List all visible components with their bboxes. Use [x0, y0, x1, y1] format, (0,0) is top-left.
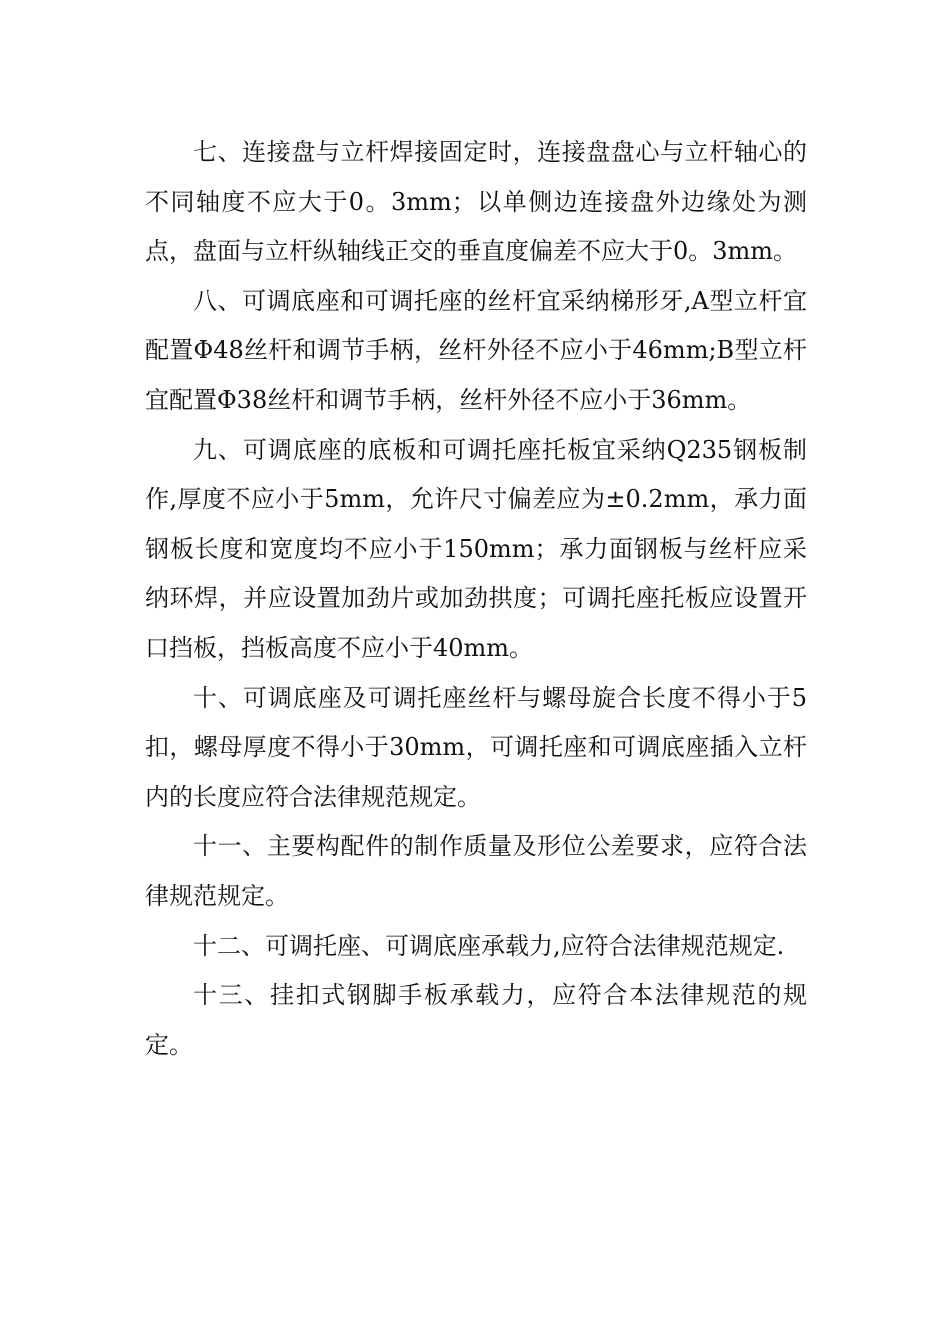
- document-body: [145, 128, 807, 1070]
- paragraph-12: 十二、可调托座、可调底座承载力,应符合法律规范规定.: [193, 931, 785, 960]
- paragraph-10: 十、可调底座及可调托座丝杆与螺母旋合长度不得小于5扣，螺母厚度不得小于30mm，可调托座和可调底座插入立杆内的长度应符合法律规范规定。: [145, 683, 807, 811]
- paragraph-9: 九、可调底座的底板和可调托座托板宜采纳Q235钢板制作,厚度不应小于5mm，允许尺寸偏差应为±0.2mm，承力面钢板长度和宽度均不应小于150mm；承力面钢板与丝杆应采纳环焊，并应设置加劲片或加劲拱度；可调托座托板应设置开口挡板，挡板高度不应小于40mm。: [145, 435, 807, 662]
- paragraph-8: 八、可调底座和可调托座的丝杆宜采纳梯形牙,A型立杆宜配置Φ48丝杆和调节手柄，丝杆外径不应小于46mm;B型立杆宜配置Φ38丝杆和调节手柄，丝杆外径不应小于36mm。: [145, 286, 807, 414]
- paragraph-7: 七、连接盘与立杆焊接固定时，连接盘盘心与立杆轴心的不同轴度不应大于0。3mm；以单侧边连接盘外边缘处为测点，盘面与立杆纵轴线正交的垂直度偏差不应大于0。3mm。: [145, 138, 807, 266]
- paragraph-11: 十一、主要构配件的制作质量及形位公差要求，应符合法律规范规定。: [145, 832, 807, 910]
- paragraph-13: 十三、挂扣式钢脚手板承载力，应符合本法律规范的规定。: [145, 981, 807, 1059]
